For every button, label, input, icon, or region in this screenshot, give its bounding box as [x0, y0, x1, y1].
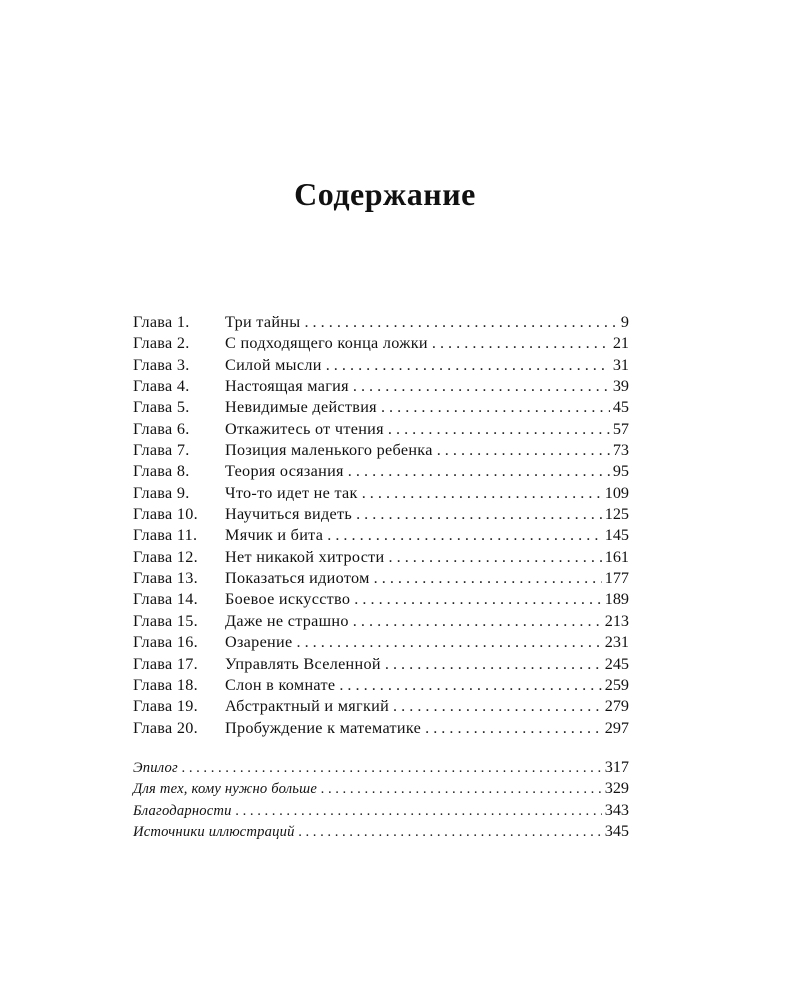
page-number: 231	[604, 633, 629, 652]
toc-entry-chapter-13[interactable]	[133, 568, 629, 589]
page-number: 39	[612, 377, 629, 396]
chapter-list	[133, 312, 629, 739]
chapter-title: Настоящая магия	[225, 377, 349, 396]
toc-entry-chapter-10[interactable]	[133, 504, 629, 525]
dot-leader	[362, 483, 602, 504]
back-matter-title: Источники иллюстраций	[133, 823, 295, 840]
page-number: 297	[604, 718, 629, 737]
toc-entry-chapter-15[interactable]	[133, 611, 629, 632]
page-number: 145	[604, 526, 629, 545]
chapter-label: Глава 4.	[133, 377, 190, 396]
page-number: 21	[612, 334, 629, 353]
toc-entry-chapter-9[interactable]	[133, 483, 629, 504]
chapter-title: Откажитесь от чтения	[225, 419, 384, 438]
dot-leader	[381, 397, 610, 418]
chapter-title: Абстрактный и мягкий	[225, 697, 390, 716]
chapter-title: Что-то идет не так	[225, 483, 358, 502]
back-matter-title: Эпилог	[133, 759, 178, 776]
dot-leader	[339, 675, 601, 696]
chapter-label: Глава 14.	[133, 590, 198, 609]
chapter-label: Глава 6.	[133, 419, 190, 438]
chapter-label: Глава 17.	[133, 654, 198, 673]
page-number: 279	[604, 697, 629, 716]
page-number: 213	[604, 611, 629, 630]
chapter-label: Глава 2.	[133, 334, 190, 353]
page-number: 177	[604, 569, 629, 588]
chapter-label: Глава 10.	[133, 505, 198, 524]
chapter-title: Пробуждение к математике	[225, 718, 422, 737]
toc-entry-chapter-12[interactable]	[133, 547, 629, 568]
chapter-title: Мячик и бита	[225, 526, 324, 545]
page-number: 329	[604, 779, 629, 798]
table-of-contents	[133, 312, 629, 842]
page-number: 109	[604, 483, 629, 502]
toc-entry-chapter-8[interactable]	[133, 461, 629, 482]
page-number: 317	[604, 757, 629, 776]
chapter-title: Боевое искусство	[225, 590, 351, 609]
dot-leader	[304, 312, 617, 333]
page-number: 125	[604, 505, 629, 524]
chapter-label: Глава 9.	[133, 483, 190, 502]
toc-entry-chapter-7[interactable]	[133, 440, 629, 461]
page-number: 161	[604, 547, 629, 566]
page-number: 259	[604, 675, 629, 694]
chapter-title: Теория осязания	[225, 462, 344, 481]
dot-leader	[182, 758, 602, 779]
dot-leader	[385, 654, 602, 675]
section-gap	[133, 739, 629, 757]
toc-entry-acknowledgements[interactable]	[133, 800, 629, 821]
chapter-label: Глава 11.	[133, 526, 198, 545]
page-number: 9	[620, 313, 629, 331]
dot-leader	[437, 440, 610, 461]
chapter-label: Глава 15.	[133, 611, 198, 630]
page-number: 73	[612, 441, 629, 460]
toc-entry-chapter-16[interactable]	[133, 632, 629, 653]
chapter-label: Глава 20.	[133, 718, 198, 737]
page-number: 31	[612, 355, 629, 374]
chapter-title: Управлять Вселенной	[225, 654, 381, 673]
chapter-title: Невидимые действия	[225, 398, 377, 417]
page-number: 45	[612, 398, 629, 417]
dot-leader	[388, 419, 610, 440]
dot-leader	[236, 801, 602, 822]
page-title: Содержание	[294, 176, 476, 212]
page-number: 189	[604, 590, 629, 609]
page-number: 345	[604, 821, 629, 840]
chapter-label: Глава 12.	[133, 547, 198, 566]
chapter-title: Озарение	[225, 633, 293, 652]
page-number: 57	[612, 419, 629, 438]
chapter-label: Глава 3.	[133, 355, 190, 374]
chapter-title: Позиция маленького ребенка	[225, 441, 433, 460]
toc-entry-chapter-1[interactable]	[133, 312, 629, 333]
page-number: 245	[604, 654, 629, 673]
dot-leader	[374, 568, 602, 589]
back-matter-list	[133, 757, 629, 842]
chapter-title: Нет никакой хитрости	[225, 547, 385, 566]
dot-leader	[321, 779, 602, 800]
dot-leader	[356, 504, 602, 525]
dot-leader	[296, 632, 601, 653]
toc-entry-epilogue[interactable]	[133, 757, 629, 778]
chapter-label: Глава 16.	[133, 633, 198, 652]
toc-entry-chapter-20[interactable]	[133, 718, 629, 739]
chapter-title: Силой мысли	[225, 355, 322, 374]
toc-entry-chapter-14[interactable]	[133, 589, 629, 610]
dot-leader	[353, 376, 610, 397]
toc-entry-chapter-2[interactable]	[133, 333, 629, 354]
chapter-title: Показаться идиотом	[225, 569, 370, 588]
dot-leader	[389, 547, 602, 568]
chapter-title: Слон в комнате	[225, 675, 336, 694]
page-number: 95	[612, 462, 629, 481]
toc-entry-further-reading[interactable]	[133, 778, 629, 799]
chapter-title: Даже не страшно	[225, 611, 349, 630]
dot-leader	[348, 461, 610, 482]
back-matter-title: Благодарности	[133, 802, 232, 819]
chapter-label: Глава 13.	[133, 569, 198, 588]
toc-entry-chapter-18[interactable]	[133, 675, 629, 696]
dot-leader	[393, 696, 602, 717]
toc-entry-chapter-3[interactable]	[133, 355, 629, 376]
chapter-title: Три тайны	[225, 313, 301, 331]
page-number: 343	[604, 800, 629, 819]
dot-leader	[354, 589, 601, 610]
toc-entry-chapter-6[interactable]	[133, 419, 629, 440]
dot-leader	[327, 525, 601, 546]
toc-entry-chapter-5[interactable]	[133, 397, 629, 418]
chapter-label: Глава 18.	[133, 675, 198, 694]
toc-entry-chapter-4[interactable]	[133, 376, 629, 397]
chapter-label: Глава 8.	[133, 462, 190, 481]
back-matter-title: Для тех, кому нужно больше	[133, 781, 318, 798]
chapter-label: Глава 7.	[133, 441, 190, 460]
toc-entry-chapter-19[interactable]	[133, 696, 629, 717]
dot-leader	[353, 611, 602, 632]
dot-leader	[326, 355, 610, 376]
toc-entry-chapter-11[interactable]	[133, 525, 629, 546]
toc-entry-chapter-17[interactable]	[133, 654, 629, 675]
chapter-label: Глава 19.	[133, 697, 198, 716]
chapter-title: Научиться видеть	[225, 505, 353, 524]
chapter-label: Глава 1.	[133, 313, 190, 331]
chapter-title: С подходящего конца ложки	[225, 334, 428, 353]
chapter-label: Глава 5.	[133, 398, 190, 417]
dot-leader	[432, 333, 610, 354]
toc-entry-illustration-credits[interactable]	[133, 821, 629, 842]
dot-leader	[425, 718, 602, 739]
dot-leader	[299, 822, 602, 843]
